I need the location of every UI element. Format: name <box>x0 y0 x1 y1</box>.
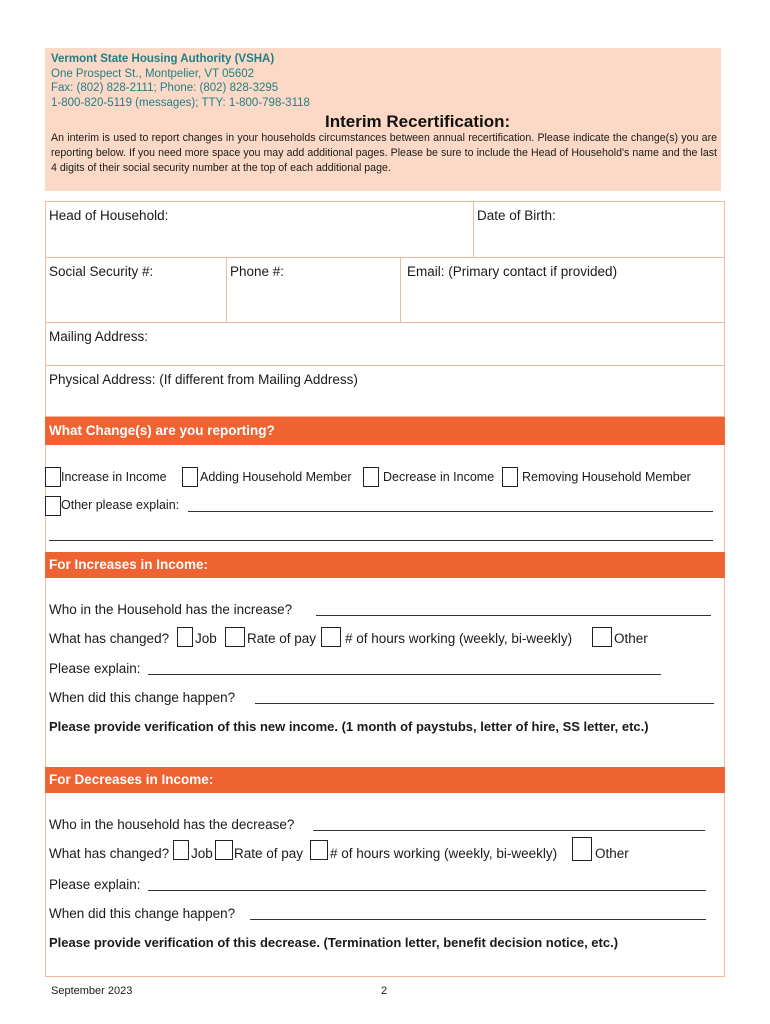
decrease-explain-label: Please explain: <box>49 877 141 892</box>
frame-right <box>724 417 725 977</box>
decrease-option-rate: Rate of pay <box>234 846 304 861</box>
decrease-who-label: Who in the household has the decrease? <box>49 817 295 832</box>
option-removing-member: Removing Household Member <box>522 470 691 484</box>
head-of-household-label: Head of Household: <box>49 208 169 223</box>
changes-heading: What Change(s) are you reporting? <box>45 417 725 445</box>
org-messages: 1-800-820-5119 (messages); TTY: 1-800-798-3118 <box>51 97 310 109</box>
intro-text: An interim is used to report changes in your households circumstances between annual recertification. Please indicate the change(s) you are reporting below. If you need more space you may add additional pages. Please be sure to include the Head of Household's name and the last 4 digits of their social security number at the top of each additional page. <box>51 132 717 174</box>
other-explain-line[interactable] <box>188 511 713 512</box>
increase-when-line[interactable] <box>255 703 714 704</box>
increase-option-other: Other <box>614 631 648 646</box>
increase-explain-label: Please explain: <box>49 661 141 676</box>
decrease-option-job: Job <box>191 846 213 861</box>
physical-address-label: Physical Address: (If different from Mailing Address) <box>49 372 358 387</box>
increase-explain-line[interactable] <box>148 674 661 675</box>
option-increase-income: Increase in Income <box>61 470 167 484</box>
footer-date: September 2023 <box>51 985 133 997</box>
decrease-checkbox-hours[interactable] <box>310 840 328 860</box>
increase-who-label: Who in the Household has the increase? <box>49 602 293 617</box>
decrease-verification: Please provide verification of this decrease. (Termination letter, benefit decision notice, etc.) <box>49 935 619 950</box>
mailing-address-label: Mailing Address: <box>49 329 149 344</box>
page-title: Interim Recertification: <box>325 112 511 131</box>
increase-what-label: What has changed? <box>49 631 170 646</box>
checkbox-increase-income[interactable] <box>45 467 61 487</box>
increases-heading: For Increases in Income: <box>45 552 725 578</box>
increase-checkbox-rate[interactable] <box>225 627 245 647</box>
email-label: Email: (Primary contact if provided) <box>407 264 618 279</box>
decrease-who-line[interactable] <box>313 830 705 831</box>
increase-checkbox-other[interactable] <box>592 627 612 647</box>
decrease-when-line[interactable] <box>250 919 706 920</box>
increase-checkbox-hours[interactable] <box>321 627 341 647</box>
decrease-checkbox-job[interactable] <box>173 840 189 860</box>
decreases-heading: For Decreases in Income: <box>45 767 725 793</box>
option-adding-member: Adding Household Member <box>200 470 352 484</box>
increase-option-rate: Rate of pay <box>247 631 317 646</box>
option-decrease-income: Decrease in Income <box>383 470 495 484</box>
decrease-explain-line[interactable] <box>148 890 706 891</box>
other-explain-line-2[interactable] <box>49 540 713 541</box>
phone-label: Phone #: <box>230 264 285 279</box>
increase-verification: Please provide verification of this new income. (1 month of paystubs, letter of hire, SS letter, etc.) <box>49 719 649 734</box>
increase-who-line[interactable] <box>316 615 711 616</box>
decrease-when-label: When did this change happen? <box>49 906 236 921</box>
increase-option-hours: # of hours working (weekly, bi-weekly) <box>345 631 573 646</box>
checkbox-other[interactable] <box>45 496 61 516</box>
decrease-checkbox-rate[interactable] <box>215 840 233 860</box>
option-other: Other please explain: <box>61 498 180 512</box>
increase-when-label: When did this change happen? <box>49 690 236 705</box>
checkbox-adding-member[interactable] <box>182 467 198 487</box>
org-name: Vermont State Housing Authority (VSHA) <box>51 53 275 65</box>
decrease-checkbox-other[interactable] <box>572 837 592 861</box>
ssn-label: Social Security #: <box>49 264 154 279</box>
date-of-birth-label: Date of Birth: <box>477 208 556 223</box>
checkbox-decrease-income[interactable] <box>363 467 379 487</box>
frame-bottom <box>45 976 725 977</box>
page-number: 2 <box>381 985 388 997</box>
increase-option-job: Job <box>195 631 217 646</box>
org-fax-phone: Fax: (802) 828-2111; Phone: (802) 828-3295 <box>51 82 279 94</box>
increase-checkbox-job[interactable] <box>177 627 193 647</box>
decrease-option-hours: # of hours working (weekly, bi-weekly) <box>330 846 558 861</box>
decrease-what-label: What has changed? <box>49 846 170 861</box>
checkbox-removing-member[interactable] <box>502 467 518 487</box>
decrease-option-other: Other <box>595 846 629 861</box>
org-address: One Prospect St., Montpelier, VT 05602 <box>51 68 255 80</box>
